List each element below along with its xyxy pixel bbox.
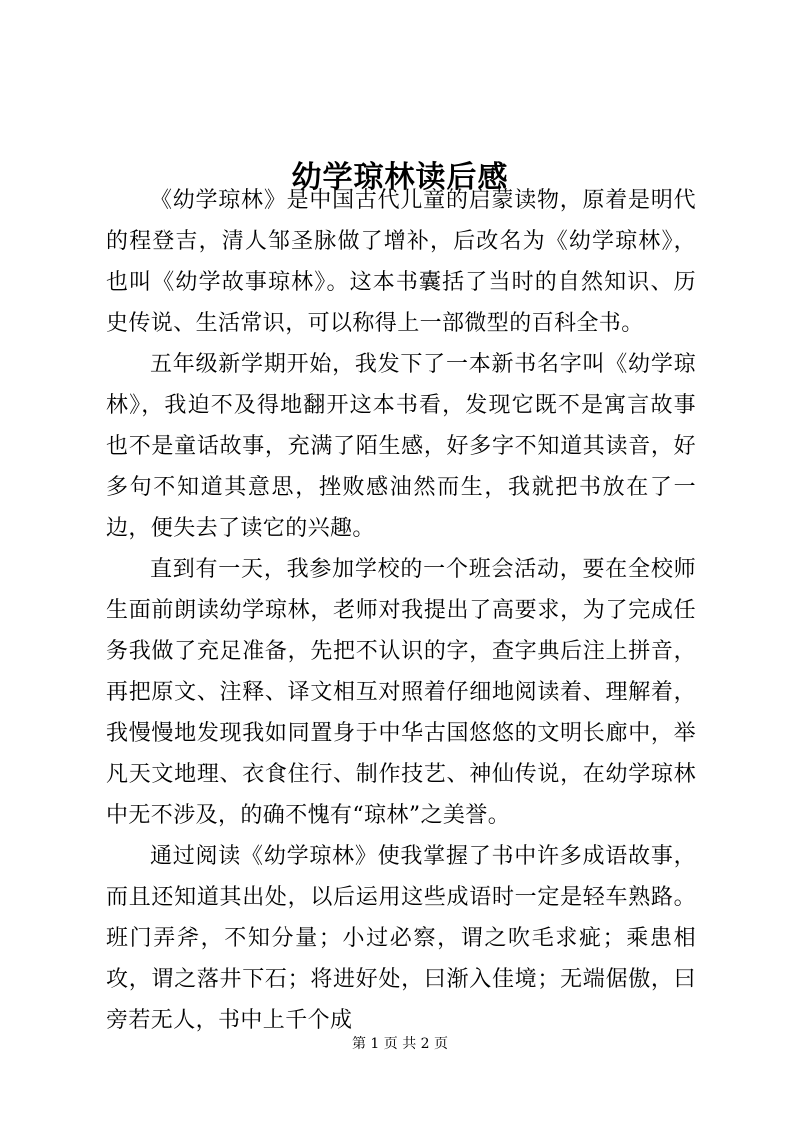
document-body <box>106 180 696 1041</box>
document-title: 幼学琼林读后感 <box>291 160 509 196</box>
paragraph-1: 《幼学琼林》是中国古代儿童的启蒙读物，原着是明代的程登吉，清人邹圣脉做了增补，后改名为《幼学琼林》，也叫《幼学故事琼林》。这本书囊括了当时的自然知识、历史传说、生活常识，可以称得上一部微型的百科全书。 <box>106 188 696 336</box>
paragraph-2: 五年级新学期开始，我发下了一本新书名字叫《幼学琼林》，我迫不及得地翻开这本书看，发现它既不是寓言故事也不是童话故事，充满了陌生感，好多字不知道其读音，好多句不知道其意思，挫败感油然而生，我就把书放在了一边，便失去了读它的兴趣。 <box>106 352 696 541</box>
page-footer: 第 1 页 共 2 页 <box>351 1036 449 1052</box>
paragraph-3: 直到有一天，我参加学校的一个班会活动，要在全校师生面前朗读幼学琼林，老师对我提出了高要求，为了完成任务我做了充足准备，先把不认识的字，查字典后注上拼音，再把原文、注释、译文相互对照着仔细地阅读着、理解着，我慢慢地发现我如同置身于中华古国悠悠的文明长廊中，举凡天文地理、衣食住行、制作技艺、神仙传说，在幼学琼林中无不涉及，的确不愧有“琼林”之美誉。 <box>106 557 696 828</box>
paragraph-4: 通过阅读《幼学琼林》使我掌握了书中许多成语故事，而且还知道其出处，以后运用这些成语时一定是轻车熟路。班门弄斧，不知分量；小过必察，谓之吹毛求疵；乘患相攻，谓之落井下石；将进好处，曰渐入佳境；无端倨傲，曰旁若无人，书中上千个成 <box>106 844 696 1033</box>
